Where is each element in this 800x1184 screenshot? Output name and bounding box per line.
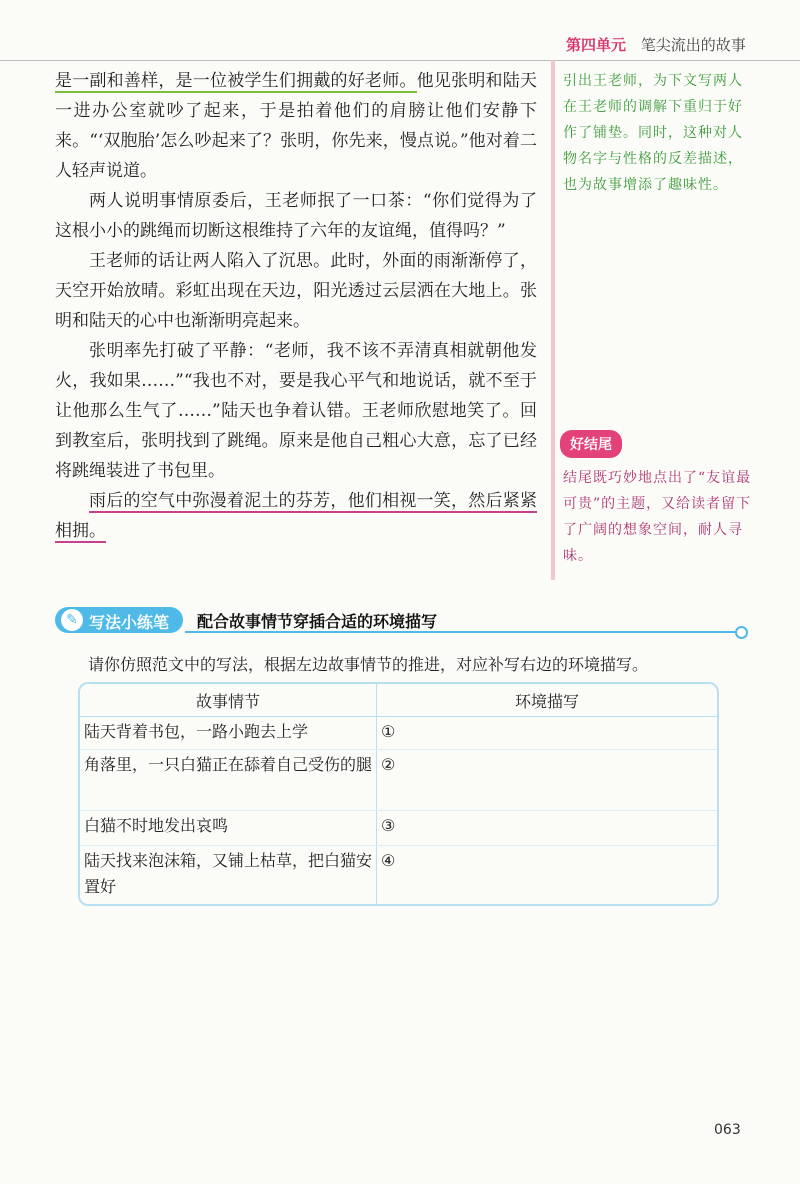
answer-cell[interactable] [377,717,718,750]
text-segment: 王老师的话让两人陷入了沉思。此时，外面的雨渐渐停了，天空开始放晴。彩虹出现在天边，阳光透过云层洒在大地上。张明和陆天的心中也渐渐明亮起来。 [55,251,537,331]
answer-number: ① [381,722,396,741]
text-segment: 两人说明事情原委后，王老师抿了一口茶：“你们觉得为了这根小小的跳绳而切断这根维持了六年的友谊绳，值得吗？” [55,191,537,241]
text-segment: 张明率先打破了平静：“老师，我不该不弄清真相就朝他发火，我如果……”“我也不对，要是我心平气和地说话，就不至于让他那么生气了……”陆天也争着认错。王老师欣慰地笑了。回到教室后，张明找到了跳绳。原来是他自己粗心大意，忘了已经将跳绳装进了书包里。 [55,341,537,481]
answer-cell[interactable] [377,811,718,846]
table-row [80,750,717,811]
page-header [566,34,800,56]
exercise-instruction: 请你仿照范文中的写法，根据左边故事情节的推进，对应补写右边的环境描写。 [88,655,649,674]
exercise-table [78,682,719,906]
exercise-header [55,605,745,635]
margin-divider [551,60,555,580]
page-number: 063 [714,1122,741,1138]
paragraph-5 [55,486,537,546]
unit-label: 第四单元 [566,36,627,54]
table-row [80,811,717,846]
rule-end-dot [735,626,748,639]
margin-note-2: 结尾既巧妙地点出了“友谊最可贵”的主题，又给读者留下了广阔的想象空间，耐人寻味。 [563,470,752,564]
paragraph-2 [55,186,537,246]
plot-cell: 陆天背着书包，一路小跑去上学 [80,717,377,750]
table-row [80,717,717,750]
margin-note-1: 引出王老师，为下文写两人在王老师的调解下重归于好作了铺垫。同时，这种对人物名字与性格的反差描述，也为故事增添了趣味性。 [563,73,743,193]
paragraph-4 [55,336,537,486]
text-segment: 他见张明和陆天一进办公室就吵了起来，于是拍着他们的肩膀让他们安静下来。“‘双胞胎’怎么吵起来了？张明，你先来，慢点说。”他对着二人轻声说道。 [55,71,538,181]
header-plot: 故事情节 [80,684,377,717]
header-environment: 环境描写 [377,684,718,717]
story-text [55,66,537,546]
highlight-pink: 雨后的空气中弥漫着泥土的芬芳，他们相视一笑，然后紧紧相拥。 [55,491,537,541]
plot-cell: 陆天找来泡沫箱，又铺上枯草，把白猫安置好 [80,846,377,907]
exercise-label: 写法小练笔 [89,613,170,632]
table-header-row [80,684,717,717]
highlight-green: 是一副和善样，是一位被学生们拥戴的好老师。 [55,71,417,91]
answer-number: ④ [381,851,396,870]
paragraph-1 [55,66,537,186]
plot-cell: 角落里，一只白猫正在舔着自己受伤的腿 [80,750,377,811]
exercise-title: 配合故事情节穿插合适的环境描写 [197,612,438,631]
table-row [80,846,717,907]
good-ending-badge: 好结尾 [560,430,622,458]
unit-title: 笔尖流出的故事 [640,36,746,54]
answer-number: ② [381,755,396,774]
header-divider [0,60,800,61]
answer-cell[interactable] [377,750,718,811]
answer-number: ③ [381,816,396,835]
answer-cell[interactable] [377,846,718,907]
plot-cell: 白猫不时地发出哀鸣 [80,811,377,846]
exercise-badge [55,607,183,633]
pencil-icon: ✎ [61,609,83,631]
paragraph-3 [55,246,537,336]
exercise-rule [185,631,737,633]
